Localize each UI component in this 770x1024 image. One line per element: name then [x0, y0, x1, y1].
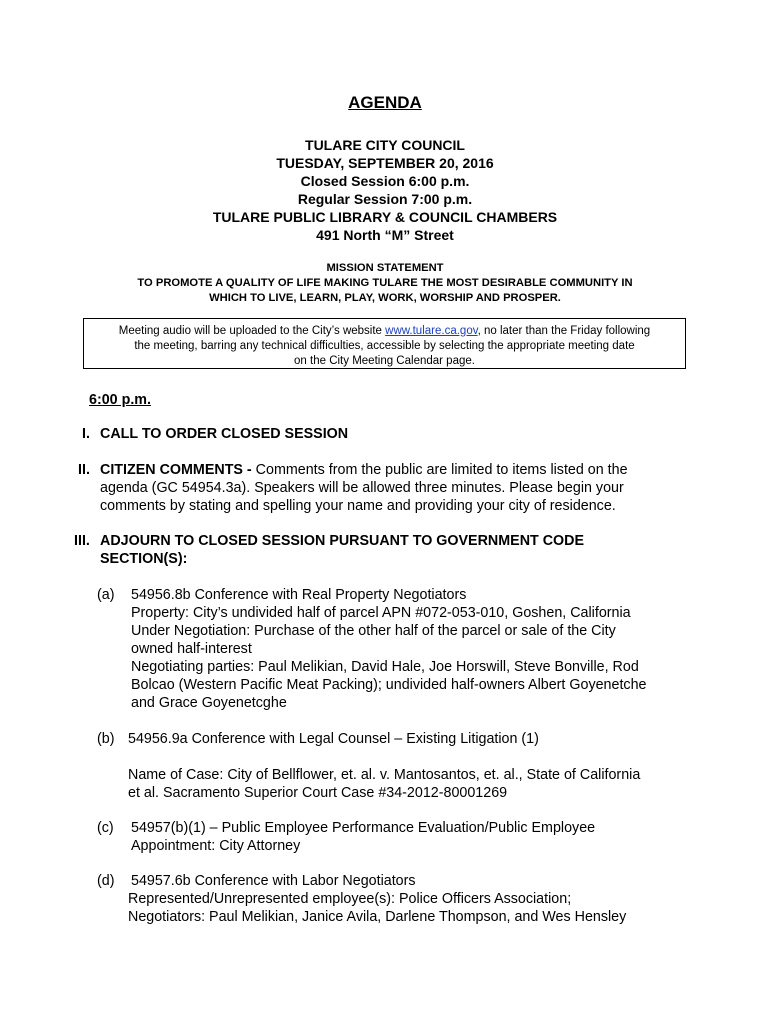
- closed-session-time: Closed Session 6:00 p.m.: [300, 173, 470, 189]
- section-2-line-1: [100, 461, 628, 479]
- website-link[interactable]: www.tulare.ca.gov: [385, 325, 478, 337]
- audio-notice-box: [83, 318, 686, 369]
- item-a-line: Negotiating parties: Paul Melikian, David Hale, Joe Horswill, Steve Bonville, Rod: [131, 659, 639, 675]
- item-c-label: (c): [97, 820, 114, 836]
- section-1-title: CALL TO ORDER CLOSED SESSION: [100, 426, 349, 442]
- agenda-title: AGENDA: [348, 93, 422, 112]
- notice-line-3: on the City Meeting Calendar page.: [294, 355, 475, 367]
- item-a-line: 54956.8b Conference with Real Property Negotiators: [131, 587, 467, 603]
- item-d-line: 54957.6b Conference with Labor Negotiators: [131, 873, 416, 889]
- item-c-line: 54957(b)(1) – Public Employee Performance Evaluation/Public Employee: [131, 820, 596, 836]
- item-b-line: 54956.9a Conference with Legal Counsel – Existing Litigation (1): [128, 731, 539, 747]
- item-a-line: owned half-interest: [131, 641, 252, 657]
- meeting-location: TULARE PUBLIC LIBRARY & COUNCIL CHAMBERS: [212, 209, 558, 225]
- section-3-title-line-1: ADJOURN TO CLOSED SESSION PURSUANT TO GOVERNMENT CODE: [100, 533, 585, 549]
- section-2-number: II.: [78, 462, 90, 478]
- item-c-line: Appointment: City Attorney: [131, 838, 301, 854]
- mission-line-2: WHICH TO LIVE, LEARN, PLAY, WORK, WORSHIP AND PROSPER.: [209, 292, 561, 304]
- council-name: TULARE CITY COUNCIL: [305, 137, 465, 153]
- mission-line-1: TO PROMOTE A QUALITY OF LIFE MAKING TULARE THE MOST DESIRABLE COMMUNITY IN: [137, 277, 633, 289]
- mission-heading: MISSION STATEMENT: [326, 262, 444, 274]
- regular-session-time: Regular Session 7:00 p.m.: [297, 191, 473, 207]
- item-a-label: (a): [97, 587, 115, 603]
- section-2-title: CITIZEN COMMENTS -: [100, 462, 252, 478]
- item-d-line: Represented/Unrepresented employee(s): Police Officers Association;: [128, 891, 572, 907]
- item-b-label: (b): [97, 731, 115, 747]
- item-a-line: Property: City’s undivided half of parcel APN #072-053-010, Goshen, California: [131, 605, 631, 621]
- section-3-title-line-2: SECTION(S):: [100, 551, 188, 567]
- item-b-line: et al. Sacramento Superior Court Case #34-2012-80001269: [128, 785, 508, 801]
- item-d-line: Negotiators: Paul Melikian, Janice Avila, Darlene Thompson, and Wes Hensley: [128, 909, 627, 925]
- section-1-number: I.: [82, 426, 90, 442]
- section-2-text: Comments from the public are limited to items listed on the: [251, 462, 628, 478]
- meeting-date: TUESDAY, SEPTEMBER 20, 2016: [276, 155, 494, 171]
- item-a-line: Under Negotiation: Purchase of the other half of the parcel or sale of the City: [131, 623, 616, 639]
- meeting-address: 491 North “M” Street: [316, 227, 454, 243]
- item-b-line: Name of Case: City of Bellflower, et. al. v. Mantosantos, et. al., State of California: [128, 767, 641, 783]
- section-3-number: III.: [74, 533, 90, 549]
- section-2-line-2: agenda (GC 54954.3a). Speakers will be allowed three minutes. Please begin your: [100, 480, 624, 496]
- item-a-line: Bolcao (Western Pacific Meat Packing); undivided half-owners Albert Goyenetche: [131, 677, 647, 693]
- notice-line-1: [84, 323, 685, 339]
- item-d-label: (d): [97, 873, 115, 889]
- notice-line-2: the meeting, barring any technical difficulties, accessible by selecting the appropriate meeting date: [134, 340, 635, 352]
- time-heading: 6:00 p.m.: [89, 392, 151, 408]
- item-a-line: and Grace Goyenetcghe: [131, 695, 287, 711]
- section-2-line-3: comments by stating and spelling your name and providing your city of residence.: [100, 498, 616, 514]
- notice-text-after-link: , no later than the Friday following: [477, 325, 651, 337]
- notice-text-before-link: Meeting audio will be uploaded to the City’s website: [118, 325, 386, 337]
